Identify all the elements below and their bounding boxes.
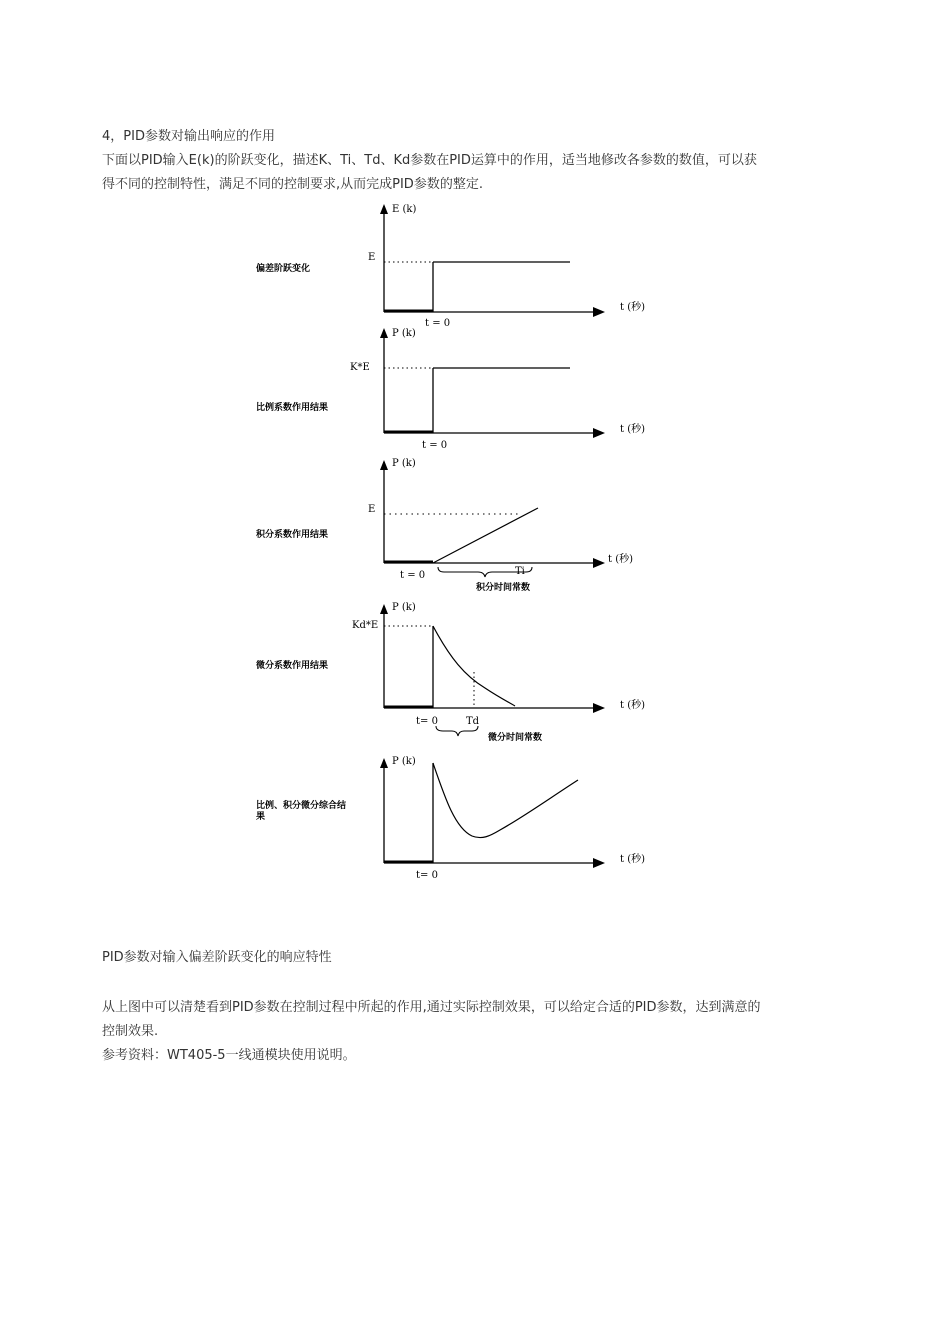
t0-label: t = 0 (425, 318, 451, 329)
td-brace (436, 726, 478, 736)
t0-label: t= 0 (416, 870, 438, 881)
x-axis-arrow-icon (593, 858, 605, 868)
panel-side-label: 偏差阶跃变化 (256, 264, 311, 274)
panel-side-label-line-2: 果 (256, 812, 266, 822)
y-axis-label: E (k) (392, 204, 417, 215)
panel-side-label: 比例系数作用结果 (256, 403, 329, 413)
panel-combined (256, 756, 645, 881)
x-axis-arrow-icon (593, 558, 605, 568)
y-axis-label: P (k) (392, 756, 416, 767)
x-axis-arrow-icon (593, 703, 605, 713)
y-axis-label: P (k) (392, 458, 416, 469)
panel-side-label: 积分系数作用结果 (256, 530, 329, 540)
y-axis-arrow-icon (380, 758, 388, 768)
t0-label: t= 0 (416, 716, 438, 727)
level-label: K*E (350, 362, 370, 373)
panel-derivative (256, 602, 645, 743)
integral-time-label: 积分时间常数 (476, 583, 531, 593)
y-axis-arrow-icon (380, 460, 388, 470)
x-axis-arrow-icon (593, 428, 605, 438)
y-axis-label: P (k) (392, 602, 416, 613)
ti-marker-label: Ti (515, 566, 525, 577)
x-axis-label: t (秒) (620, 854, 645, 865)
derivative-decay-curve (433, 626, 515, 706)
level-label: E (368, 252, 376, 263)
panel-side-label: 微分系数作用结果 (256, 661, 329, 671)
y-axis-arrow-icon (380, 204, 388, 214)
x-axis-arrow-icon (593, 307, 605, 317)
figure-caption: PID参数对输入偏差阶跃变化的响应特性 (102, 950, 332, 965)
reference-line: 参考资料：WT405-5一线通模块使用说明。 (102, 1048, 356, 1063)
pid-response-figure (250, 198, 670, 888)
panel-side-label-line-1: 比例、积分微分综合结 (256, 801, 347, 811)
section-heading: 4，PID参数对输出响应的作用 (102, 129, 275, 144)
y-axis-arrow-icon (380, 604, 388, 614)
integral-ramp (433, 508, 538, 563)
combined-response-curve (433, 763, 578, 838)
y-axis-label: P (k) (392, 328, 416, 339)
panel-step-input (256, 204, 645, 329)
x-axis-label: t (秒) (608, 554, 633, 565)
x-axis-label: t (秒) (620, 424, 645, 435)
t0-label: t = 0 (400, 570, 426, 581)
t0-label: t = 0 (422, 440, 448, 451)
derivative-time-label: 微分时间常数 (488, 733, 543, 743)
conclusion-line-2: 控制效果. (102, 1024, 159, 1039)
intro-paragraph-line-1: 下面以PID输入E(k)的阶跃变化，描述K、Ti、Td、Kd参数在PID运算中的作用，适当地修改各参数的数值，可以获 (102, 153, 757, 168)
pid-response-diagram (250, 198, 670, 888)
panel-integral (256, 458, 633, 593)
x-axis-label: t (秒) (620, 700, 645, 711)
level-label: Kd*E (352, 620, 379, 631)
panel-proportional (256, 328, 645, 451)
intro-paragraph-line-2: 得不同的控制特性，满足不同的控制要求,从而完成PID参数的整定. (102, 177, 483, 192)
y-axis-arrow-icon (380, 328, 388, 338)
level-label: E (368, 504, 376, 515)
td-marker-label: Td (466, 716, 480, 727)
x-axis-label: t (秒) (620, 302, 645, 313)
conclusion-line-1: 从上图中可以清楚看到PID参数在控制过程中所起的作用,通过实际控制效果，可以给定合适的PID参数，达到满意的 (102, 1000, 761, 1015)
